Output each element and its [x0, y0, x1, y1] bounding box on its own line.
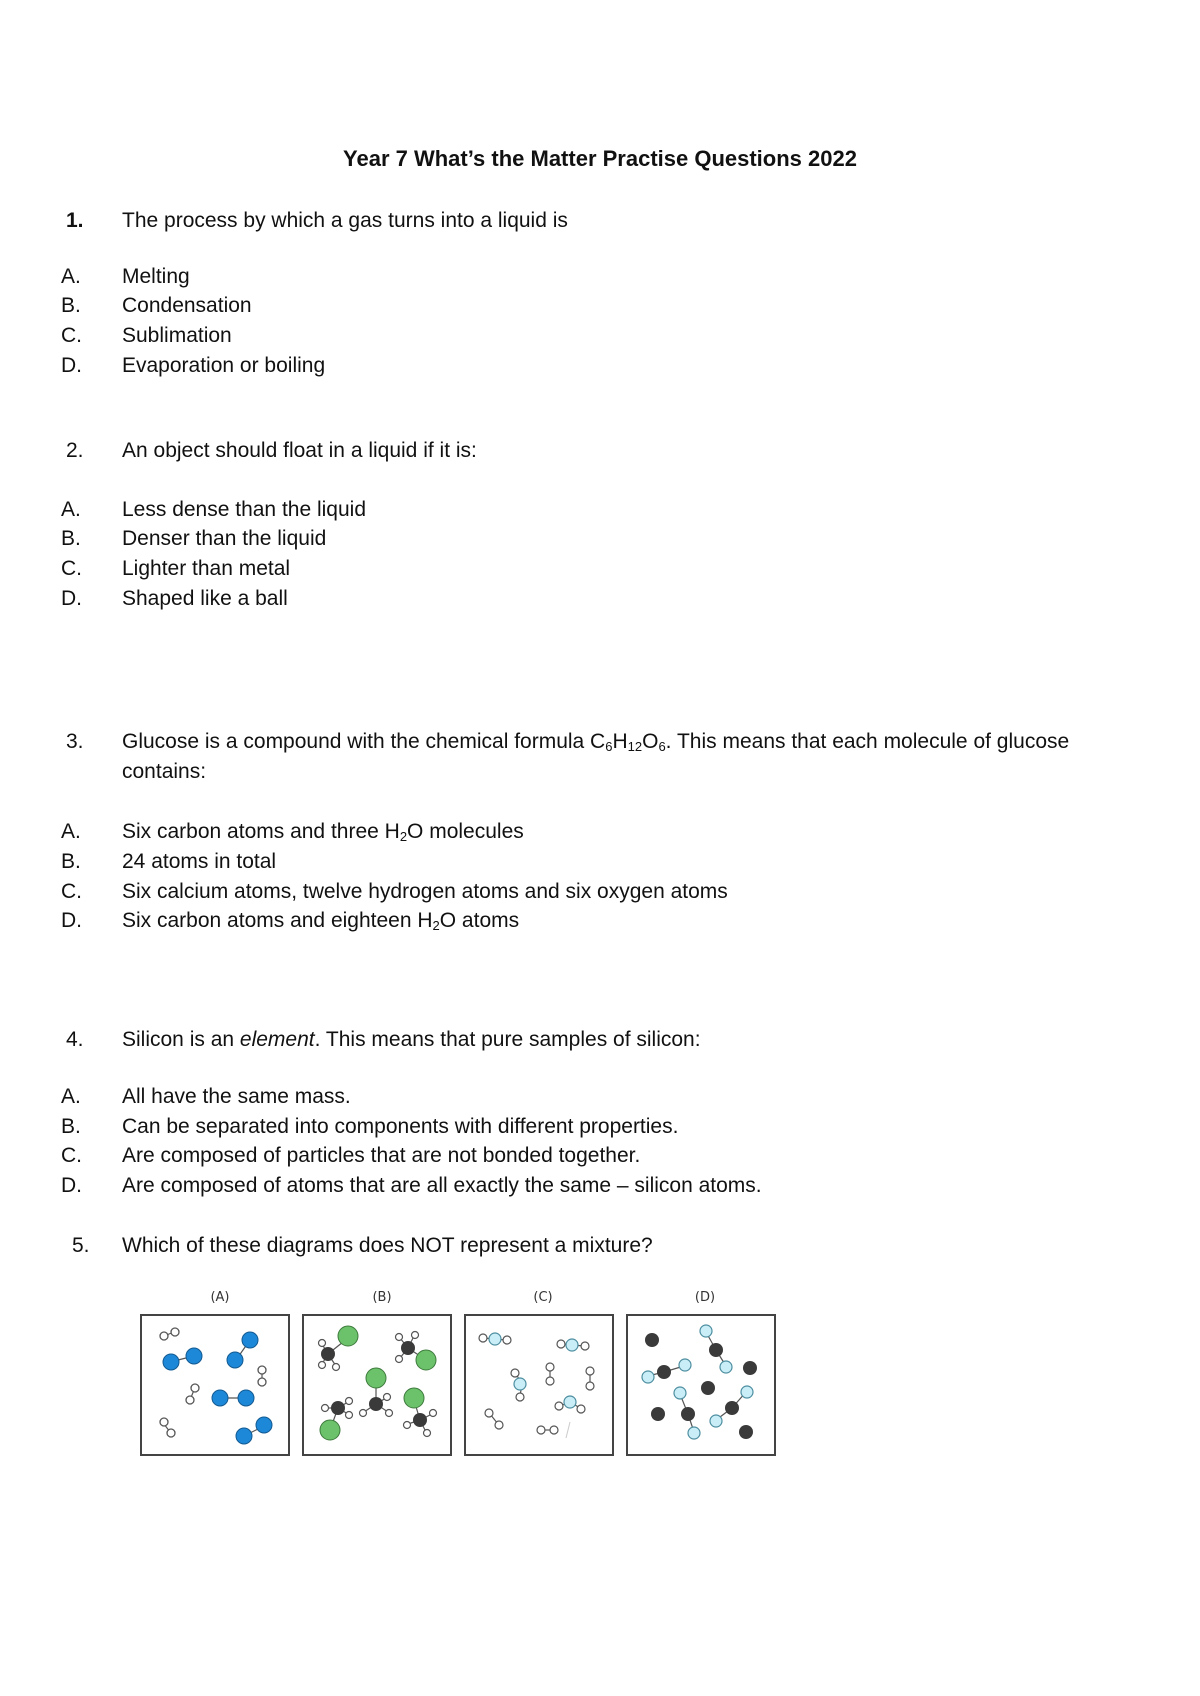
diagram-label-b: (B)	[372, 1290, 392, 1305]
option-letter: B.	[61, 850, 81, 873]
option-letter: C.	[61, 880, 82, 903]
option-text: Less dense than the liquid	[122, 498, 367, 521]
text-segment: Six carbon atoms and three H	[122, 820, 400, 843]
option-letter: D.	[61, 909, 82, 932]
diagram-b	[302, 1314, 452, 1456]
text-segment: Glucose is a compound with the chemical formula C	[122, 730, 606, 753]
text-segment: Silicon is an	[122, 1028, 240, 1051]
option-text: Sublimation	[122, 324, 232, 347]
diagram-d	[626, 1314, 776, 1456]
text-segment: O atoms	[439, 909, 520, 932]
option-letter: C.	[61, 324, 82, 347]
mixture-diagrams	[130, 1290, 790, 1470]
option-text: Denser than the liquid	[122, 527, 327, 550]
diagram-a-molecules	[142, 1316, 288, 1454]
option-letter: A.	[61, 820, 81, 843]
text-segment: H	[612, 730, 628, 753]
italic-term: element	[239, 1028, 315, 1051]
diagram-b-molecules	[304, 1316, 450, 1454]
subscript: 6	[658, 739, 666, 754]
option-text: Are composed of atoms that are all exactly the same – silicon atoms.	[122, 1174, 762, 1197]
text-segment: O	[642, 730, 659, 753]
diagram-label-c: (C)	[533, 1290, 553, 1305]
option-text: Are composed of particles that are not bonded together.	[122, 1144, 641, 1167]
text-segment: contains:	[122, 760, 207, 783]
option-text: Condensation	[122, 294, 252, 317]
option-text: Six calcium atoms, twelve hydrogen atoms and six oxygen atoms	[122, 880, 728, 903]
option-text: Can be separated into components with different properties.	[122, 1115, 679, 1138]
question-text	[122, 727, 1132, 787]
diagram-label-a: (A)	[210, 1290, 230, 1305]
option-text: Shaped like a ball	[122, 587, 288, 610]
subscript: 2	[432, 918, 440, 933]
option-letter: C.	[61, 1144, 82, 1167]
option-letter: A.	[61, 498, 81, 521]
question-number: 2.	[66, 439, 84, 462]
diagram-c	[464, 1314, 614, 1456]
question-text: The process by which a gas turns into a liquid is	[122, 209, 568, 232]
option-text	[122, 906, 519, 936]
diagram-label-d: (D)	[694, 1290, 716, 1305]
question-number: 1.	[66, 209, 84, 232]
subscript: 2	[399, 829, 408, 844]
option-letter: B.	[61, 294, 81, 317]
option-letter: A.	[61, 1085, 81, 1108]
option-text: Lighter than metal	[122, 557, 291, 580]
option-letter: D.	[61, 354, 82, 377]
option-letter: C.	[61, 557, 82, 580]
diagram-c-molecules	[466, 1316, 612, 1454]
question-number: 5.	[72, 1234, 90, 1257]
question-text	[122, 1025, 1132, 1055]
option-letter: D.	[61, 587, 82, 610]
text-segment: Six carbon atoms and eighteen H	[122, 909, 433, 932]
text-segment: O molecules	[407, 820, 524, 843]
option-text: Melting	[122, 265, 190, 288]
option-letter: D.	[61, 1174, 82, 1197]
question-number: 3.	[66, 730, 84, 753]
option-text: Evaporation or boiling	[122, 354, 326, 377]
question-number: 4.	[66, 1028, 84, 1051]
subscript: 12	[627, 739, 643, 754]
option-text: 24 atoms in total	[122, 850, 277, 873]
option-letter: A.	[61, 265, 81, 288]
option-text: All have the same mass.	[122, 1085, 351, 1108]
question-text: Which of these diagrams does NOT represent a mixture?	[122, 1234, 653, 1257]
question-text: An object should float in a liquid if it is:	[122, 439, 477, 462]
diagram-d-molecules	[628, 1316, 774, 1454]
option-letter: B.	[61, 527, 81, 550]
text-segment: . This means that each molecule of glucose	[665, 730, 1070, 753]
text-segment: . This means that pure samples of silicon:	[314, 1028, 701, 1051]
option-text	[122, 817, 524, 847]
diagram-a	[140, 1314, 290, 1456]
subscript: 6	[605, 739, 613, 754]
page-title: Year 7 What’s the Matter Practise Questions 2022	[343, 146, 857, 171]
option-letter: B.	[61, 1115, 81, 1138]
